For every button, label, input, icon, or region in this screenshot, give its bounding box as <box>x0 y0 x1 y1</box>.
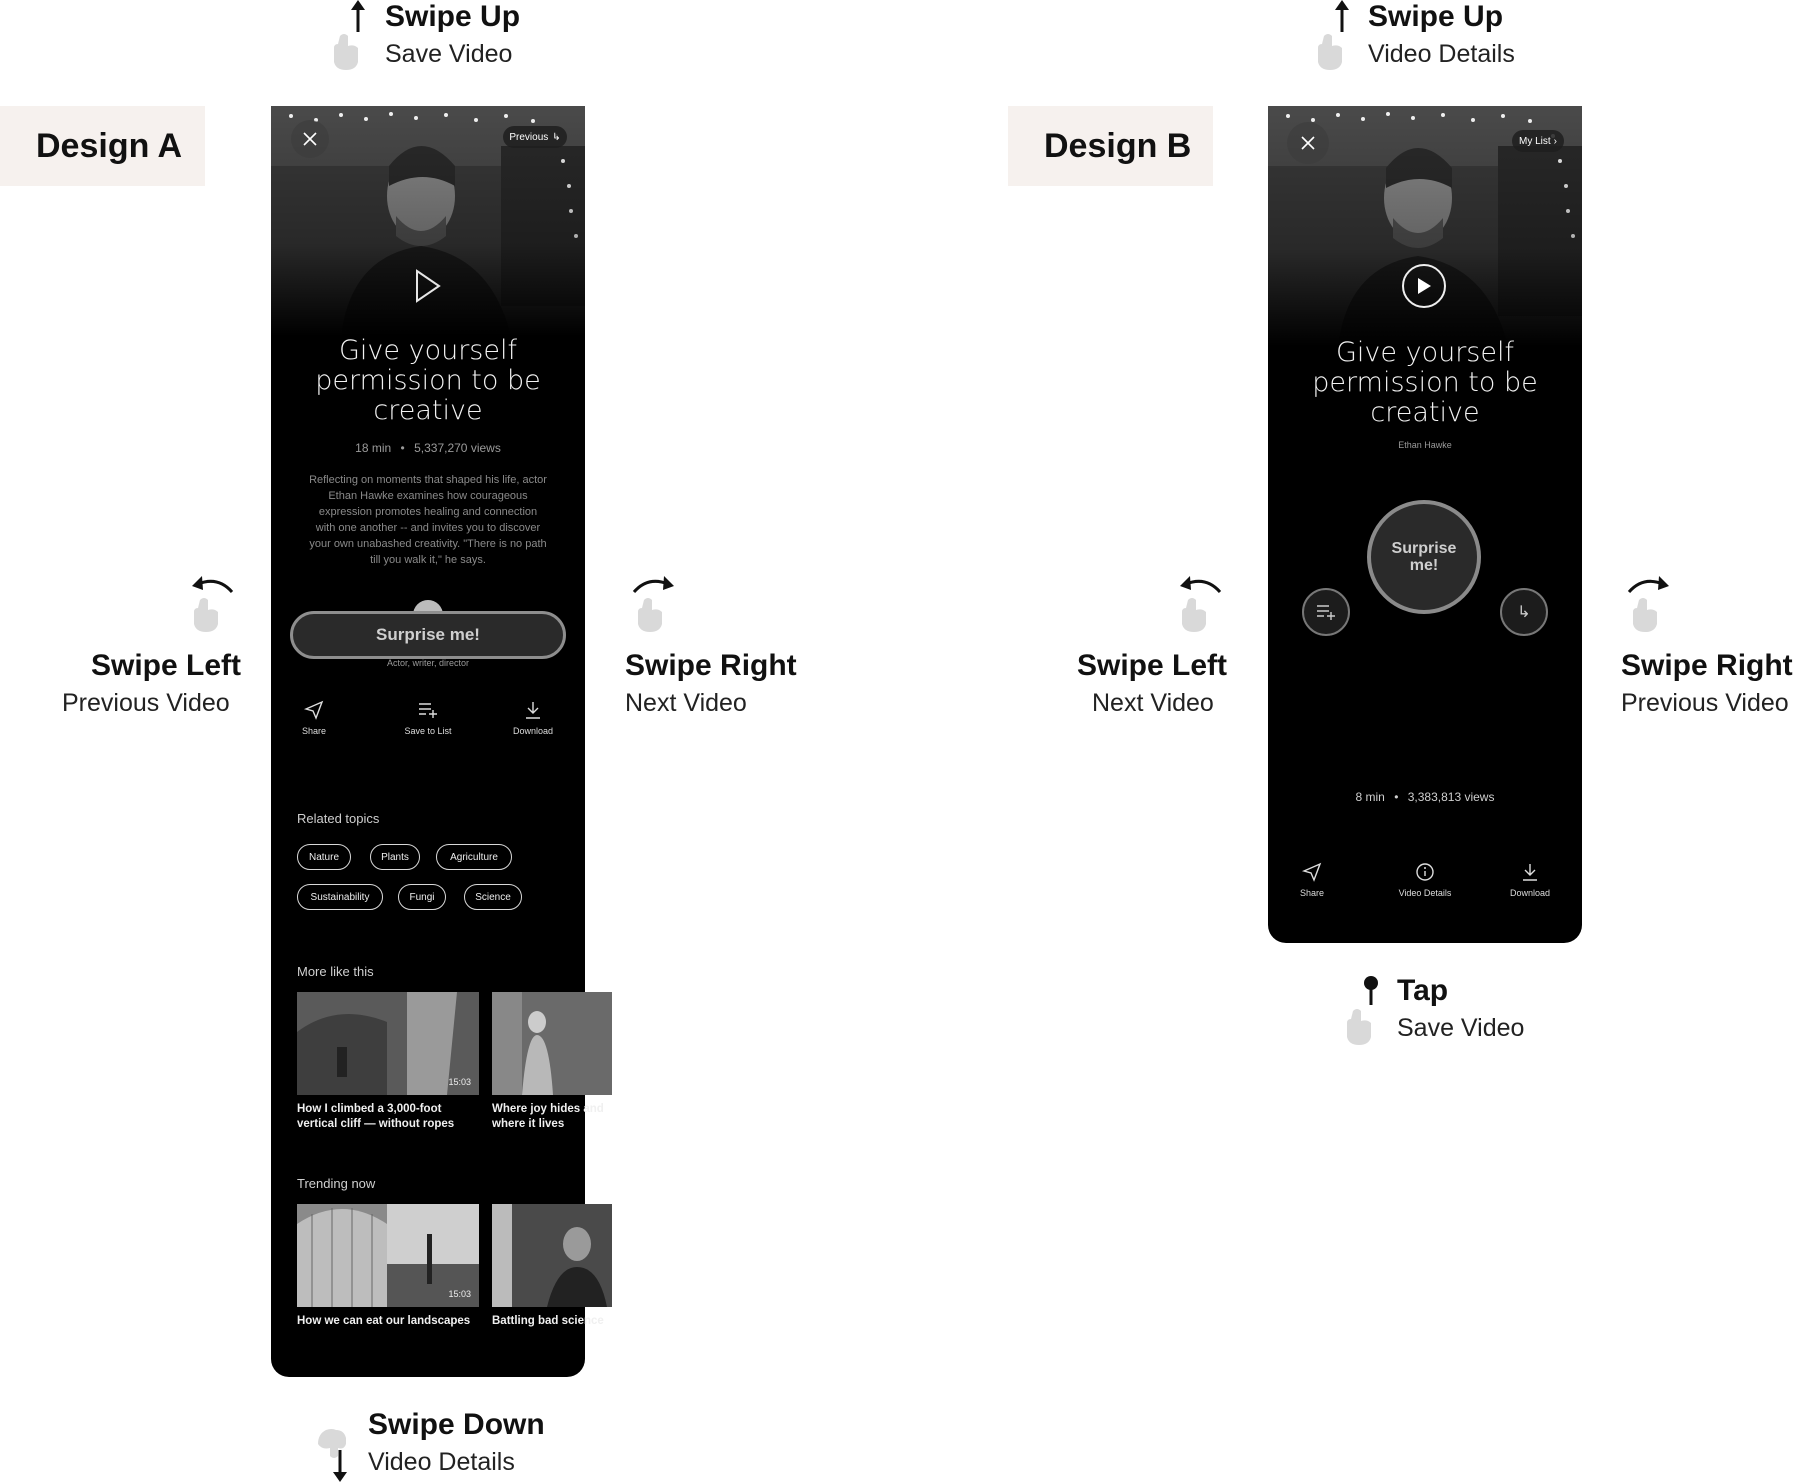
next-video-button[interactable] <box>1500 588 1548 636</box>
topic-chip[interactable]: Fungi <box>398 884 446 910</box>
return-arrow-icon: ↳ <box>1517 604 1531 621</box>
play-icon <box>1416 277 1432 295</box>
play-icon[interactable] <box>414 268 442 304</box>
tap-hand-icon <box>1341 975 1381 1047</box>
a-swipe-left-sub: Previous Video <box>62 689 230 717</box>
my-list-label: My List <box>1518 135 1551 147</box>
save-to-list-button[interactable] <box>388 700 468 736</box>
b-swipe-left-title: Swipe Left <box>1077 649 1228 682</box>
a-swipe-up-sub: Save Video <box>385 40 513 68</box>
playlist-add-icon <box>1315 602 1337 622</box>
a-swipe-left-title: Swipe Left <box>91 649 242 682</box>
download-button[interactable] <box>1490 862 1570 898</box>
download-button[interactable] <box>493 700 573 736</box>
video-meta: 8 min • 3,383,813 views <box>1355 790 1495 804</box>
b-swipe-up-title: Swipe Up <box>1368 0 1504 33</box>
swipe-down-hand-icon <box>314 1410 354 1482</box>
video-thumbnail[interactable] <box>297 992 479 1095</box>
design-a-label: Design A <box>0 106 205 186</box>
video-duration: 8 min <box>1355 790 1385 804</box>
previous-label: Previous <box>509 131 549 143</box>
video-title: Give yourself permission to be creative <box>1312 337 1538 428</box>
a-swipe-right-sub: Next Video <box>625 689 747 717</box>
topic-chip[interactable]: Nature <box>297 844 351 870</box>
video-title: Give yourself permission to be creative <box>315 335 541 426</box>
swipe-right-hand-icon <box>1625 572 1675 636</box>
b-tap-title: Tap <box>1397 974 1449 1007</box>
close-icon <box>302 131 318 147</box>
share-button[interactable] <box>274 700 354 736</box>
a-swipe-right-title: Swipe Right <box>625 649 797 682</box>
share-icon <box>1302 862 1322 882</box>
b-swipe-up-sub: Video Details <box>1368 40 1515 68</box>
return-arrow-icon: ↳ <box>552 131 561 143</box>
close-button[interactable] <box>291 120 329 158</box>
video-caption[interactable]: Where joy hides and where it lives <box>492 1103 604 1130</box>
topic-chip[interactable]: Plants <box>370 844 420 870</box>
playlist-add-icon <box>417 700 439 720</box>
b-swipe-right-sub: Previous Video <box>1621 689 1789 717</box>
download-label: Download <box>512 726 554 736</box>
save-to-list-label: Save to List <box>404 726 452 736</box>
swipe-up-hand-icon <box>328 0 368 72</box>
speaker-name: Ethan Hawke <box>1398 440 1452 450</box>
video-thumbnail[interactable] <box>492 1204 612 1307</box>
surprise-me-button[interactable] <box>1367 500 1481 614</box>
share-label: Share <box>1299 888 1325 898</box>
swipe-left-hand-icon <box>186 572 236 636</box>
video-views: 3,383,813 views <box>1407 790 1495 804</box>
download-icon <box>523 700 543 720</box>
a-swipe-down-sub: Video Details <box>368 1448 515 1476</box>
video-thumbnail[interactable] <box>492 992 612 1095</box>
video-duration: 18 min <box>355 441 392 455</box>
play-button[interactable] <box>1402 264 1446 308</box>
video-details-label: Video Details <box>1398 888 1452 898</box>
topic-chip[interactable]: Agriculture <box>436 844 512 870</box>
video-meta: 18 min • 5,337,270 views <box>355 441 501 455</box>
close-button[interactable] <box>1287 122 1329 164</box>
surprise-me-label: Surprise me! <box>1391 540 1457 574</box>
video-thumbnail[interactable] <box>297 1204 479 1307</box>
download-icon <box>1520 862 1540 882</box>
share-icon <box>304 700 324 720</box>
previous-button[interactable] <box>503 126 567 148</box>
design-a-phone[interactable] <box>271 106 604 1377</box>
download-label: Download <box>1509 888 1551 898</box>
video-caption[interactable]: Battling bad science <box>492 1315 604 1327</box>
video-duration-badge: 15:03 <box>448 1077 471 1087</box>
video-views: 5,337,270 views <box>414 441 501 455</box>
swipe-right-hand-icon <box>630 572 680 636</box>
trending-now-title: Trending now <box>297 1176 376 1191</box>
video-caption[interactable]: How I climbed a 3,000-foot vertical cliff — without ropes <box>297 1103 455 1130</box>
save-to-list-button[interactable] <box>1302 588 1350 636</box>
video-description: Reflecting on moments that shaped his life, actor Ethan Hawke examines how courageous expression promotes healing and connection with one another -- and invites you to discover your own unabashed creativity. "There is no path till you walk it," he says. <box>309 474 547 566</box>
topic-chip[interactable]: Sustainability <box>297 884 383 910</box>
video-details-button[interactable] <box>1385 862 1465 898</box>
a-swipe-up-title: Swipe Up <box>385 0 521 33</box>
info-icon <box>1415 862 1435 882</box>
video-caption[interactable]: How we can eat our landscapes <box>297 1315 471 1327</box>
swipe-left-hand-icon <box>1174 572 1224 636</box>
close-icon <box>1300 135 1316 151</box>
joy-thumbnail-image <box>492 992 612 1095</box>
swipe-up-hand-icon <box>1312 0 1352 72</box>
more-like-this-title: More like this <box>297 964 374 979</box>
b-swipe-left-sub: Next Video <box>1092 689 1214 717</box>
topic-chip[interactable]: Science <box>464 884 522 910</box>
b-tap-sub: Save Video <box>1397 1014 1525 1042</box>
design-b-phone[interactable] <box>1268 106 1582 943</box>
share-button[interactable] <box>1272 862 1352 898</box>
speaker-role: Actor, writer, director <box>386 658 470 668</box>
chevron-right-icon: › <box>1553 135 1557 147</box>
bad-science-thumbnail-image <box>492 1204 612 1307</box>
video-duration-badge: 15:03 <box>448 1289 471 1299</box>
design-b-label: Design B <box>1008 106 1213 186</box>
my-list-button[interactable] <box>1512 130 1564 152</box>
b-swipe-right-title: Swipe Right <box>1621 649 1793 682</box>
surprise-me-button[interactable]: Surprise me! <box>290 611 566 659</box>
a-swipe-down-title: Swipe Down <box>368 1408 545 1441</box>
share-label: Share <box>301 726 327 736</box>
related-topics-title: Related topics <box>297 811 380 826</box>
